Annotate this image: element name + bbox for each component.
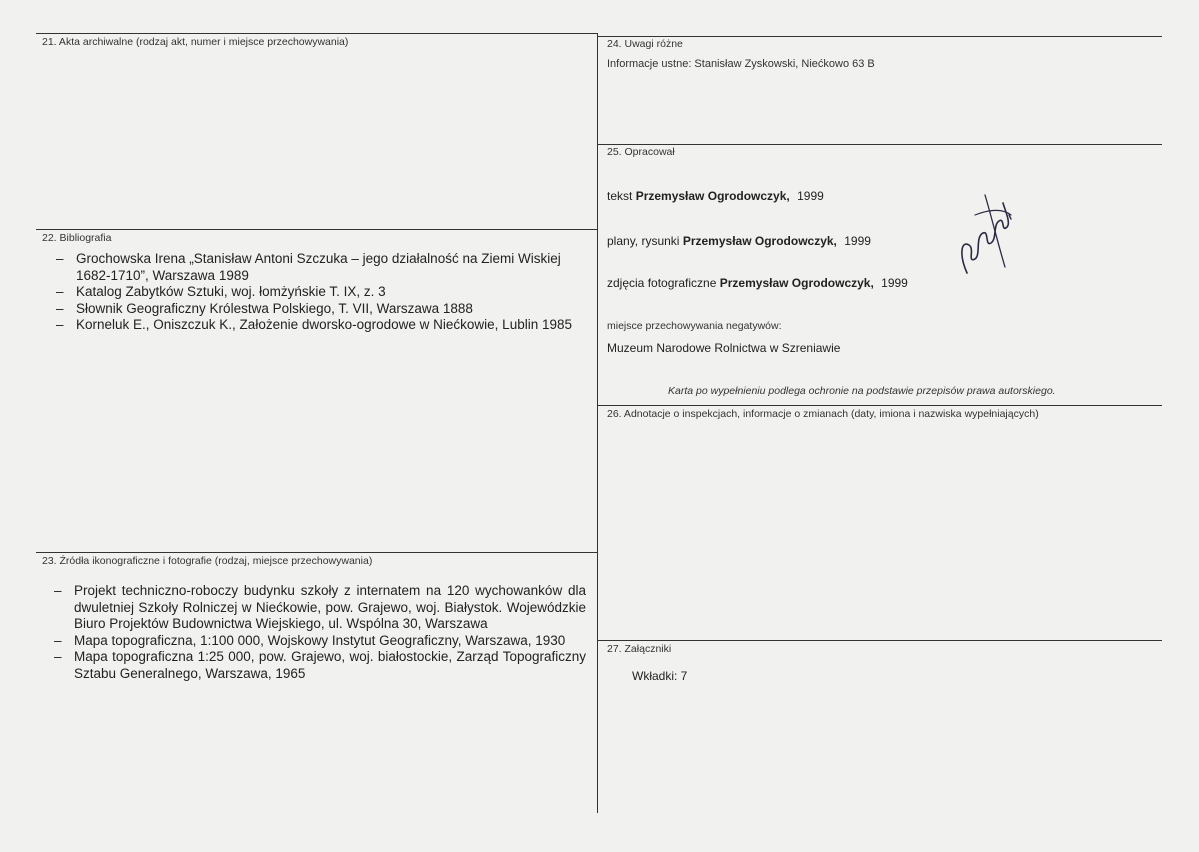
plans-author-line bbox=[607, 234, 871, 248]
divider-26 bbox=[598, 405, 1162, 406]
divider-27 bbox=[598, 640, 1162, 641]
bibliography-item: – Korneluk E., Oniszczuk K., Założenie dworsko-ogrodowe w Niećkowie, Lublin 1985 bbox=[56, 317, 576, 334]
photos-author-name: Przemysław Ogrodowczyk, bbox=[719, 276, 874, 290]
section-24-label: 24. Uwagi różne bbox=[607, 38, 683, 50]
section-26-label: 26. Adnotacje o inspekcjach, informacje o zmianach (daty, imiona i nazwiska wypełniających) bbox=[607, 408, 1039, 420]
section-21-label: 21. Akta archiwalne (rodzaj akt, numer i miejsce przechowywania) bbox=[42, 36, 349, 48]
divider-top-right bbox=[598, 36, 1162, 37]
section-25-label: 25. Opracował bbox=[607, 146, 675, 158]
photos-author-line bbox=[607, 276, 908, 290]
signature-icon bbox=[945, 185, 1020, 285]
bibliography-item: – Katalog Zabytków Sztuki, woj. łomżyńskie T. IX, z. 3 bbox=[56, 284, 596, 301]
divider-25 bbox=[598, 144, 1162, 145]
divider-22 bbox=[36, 229, 598, 230]
copyright-note: Karta po wypełnieniu podlega ochronie na podstawie przepisów prawa autorskiego. bbox=[668, 385, 1056, 397]
photos-prefix: zdjęcia fotograficzne bbox=[607, 276, 717, 290]
plans-author-name: Przemysław Ogrodowczyk, bbox=[682, 234, 837, 248]
text-author-name: Przemysław Ogrodowczyk, bbox=[635, 189, 790, 203]
plans-year: 1999 bbox=[844, 234, 871, 248]
divider-vertical bbox=[597, 33, 598, 813]
iconography-item: – Mapa topograficzna 1:25 000, pow. Grajewo, woj. białostockie, Zarząd Topograficzny Sztabu Generalnego, Warszawa, 1965 bbox=[54, 649, 586, 682]
iconography-item: – Projekt techniczno-roboczy budynku szkoły z internatem na 120 wychowanków dla dwuletniej Szkoły Rolniczej w Niećkowie, pow. Grajewo, woj. Białystok. Wojewódzkie Biuro Projektów Budownictwa Wiejskiego, ul. Wspólna 30, Warszawa bbox=[54, 583, 586, 633]
iconography-list bbox=[54, 583, 586, 682]
divider-top-left bbox=[36, 33, 598, 34]
divider-23 bbox=[36, 552, 598, 553]
text-author-line bbox=[607, 189, 824, 203]
oral-information: Informacje ustne: Stanisław Zyskowski, Niećkowo 63 B bbox=[607, 58, 875, 70]
iconography-item: – Mapa topograficzna, 1:100 000, Wojskowy Instytut Geograficzny, Warszawa, 1930 bbox=[54, 633, 586, 650]
bibliography-item: – Grochowska Irena „Stanisław Antoni Szczuka – jego działalność na Ziemi Wiskiej 1682-1710”, Warszawa 1989 bbox=[56, 251, 576, 284]
bibliography-item: – Słownik Geograficzny Królestwa Polskiego, T. VII, Warszawa 1888 bbox=[56, 301, 596, 318]
photos-year: 1999 bbox=[881, 276, 908, 290]
text-year: 1999 bbox=[797, 189, 824, 203]
bibliography-list bbox=[56, 251, 596, 334]
section-22-label: 22. Bibliografia bbox=[42, 232, 112, 244]
negatives-label: miejsce przechowywania negatywów: bbox=[607, 320, 782, 332]
section-23-label: 23. Źródła ikonograficzne i fotografie (rodzaj, miejsce przechowywania) bbox=[42, 555, 373, 567]
section-27-label: 27. Załączniki bbox=[607, 643, 672, 655]
negatives-location: Muzeum Narodowe Rolnictwa w Szreniawie bbox=[607, 341, 841, 355]
plans-prefix: plany, rysunki bbox=[607, 234, 680, 248]
text-prefix: tekst bbox=[607, 189, 633, 203]
attachments-inserts: Wkładki: 7 bbox=[632, 669, 688, 683]
